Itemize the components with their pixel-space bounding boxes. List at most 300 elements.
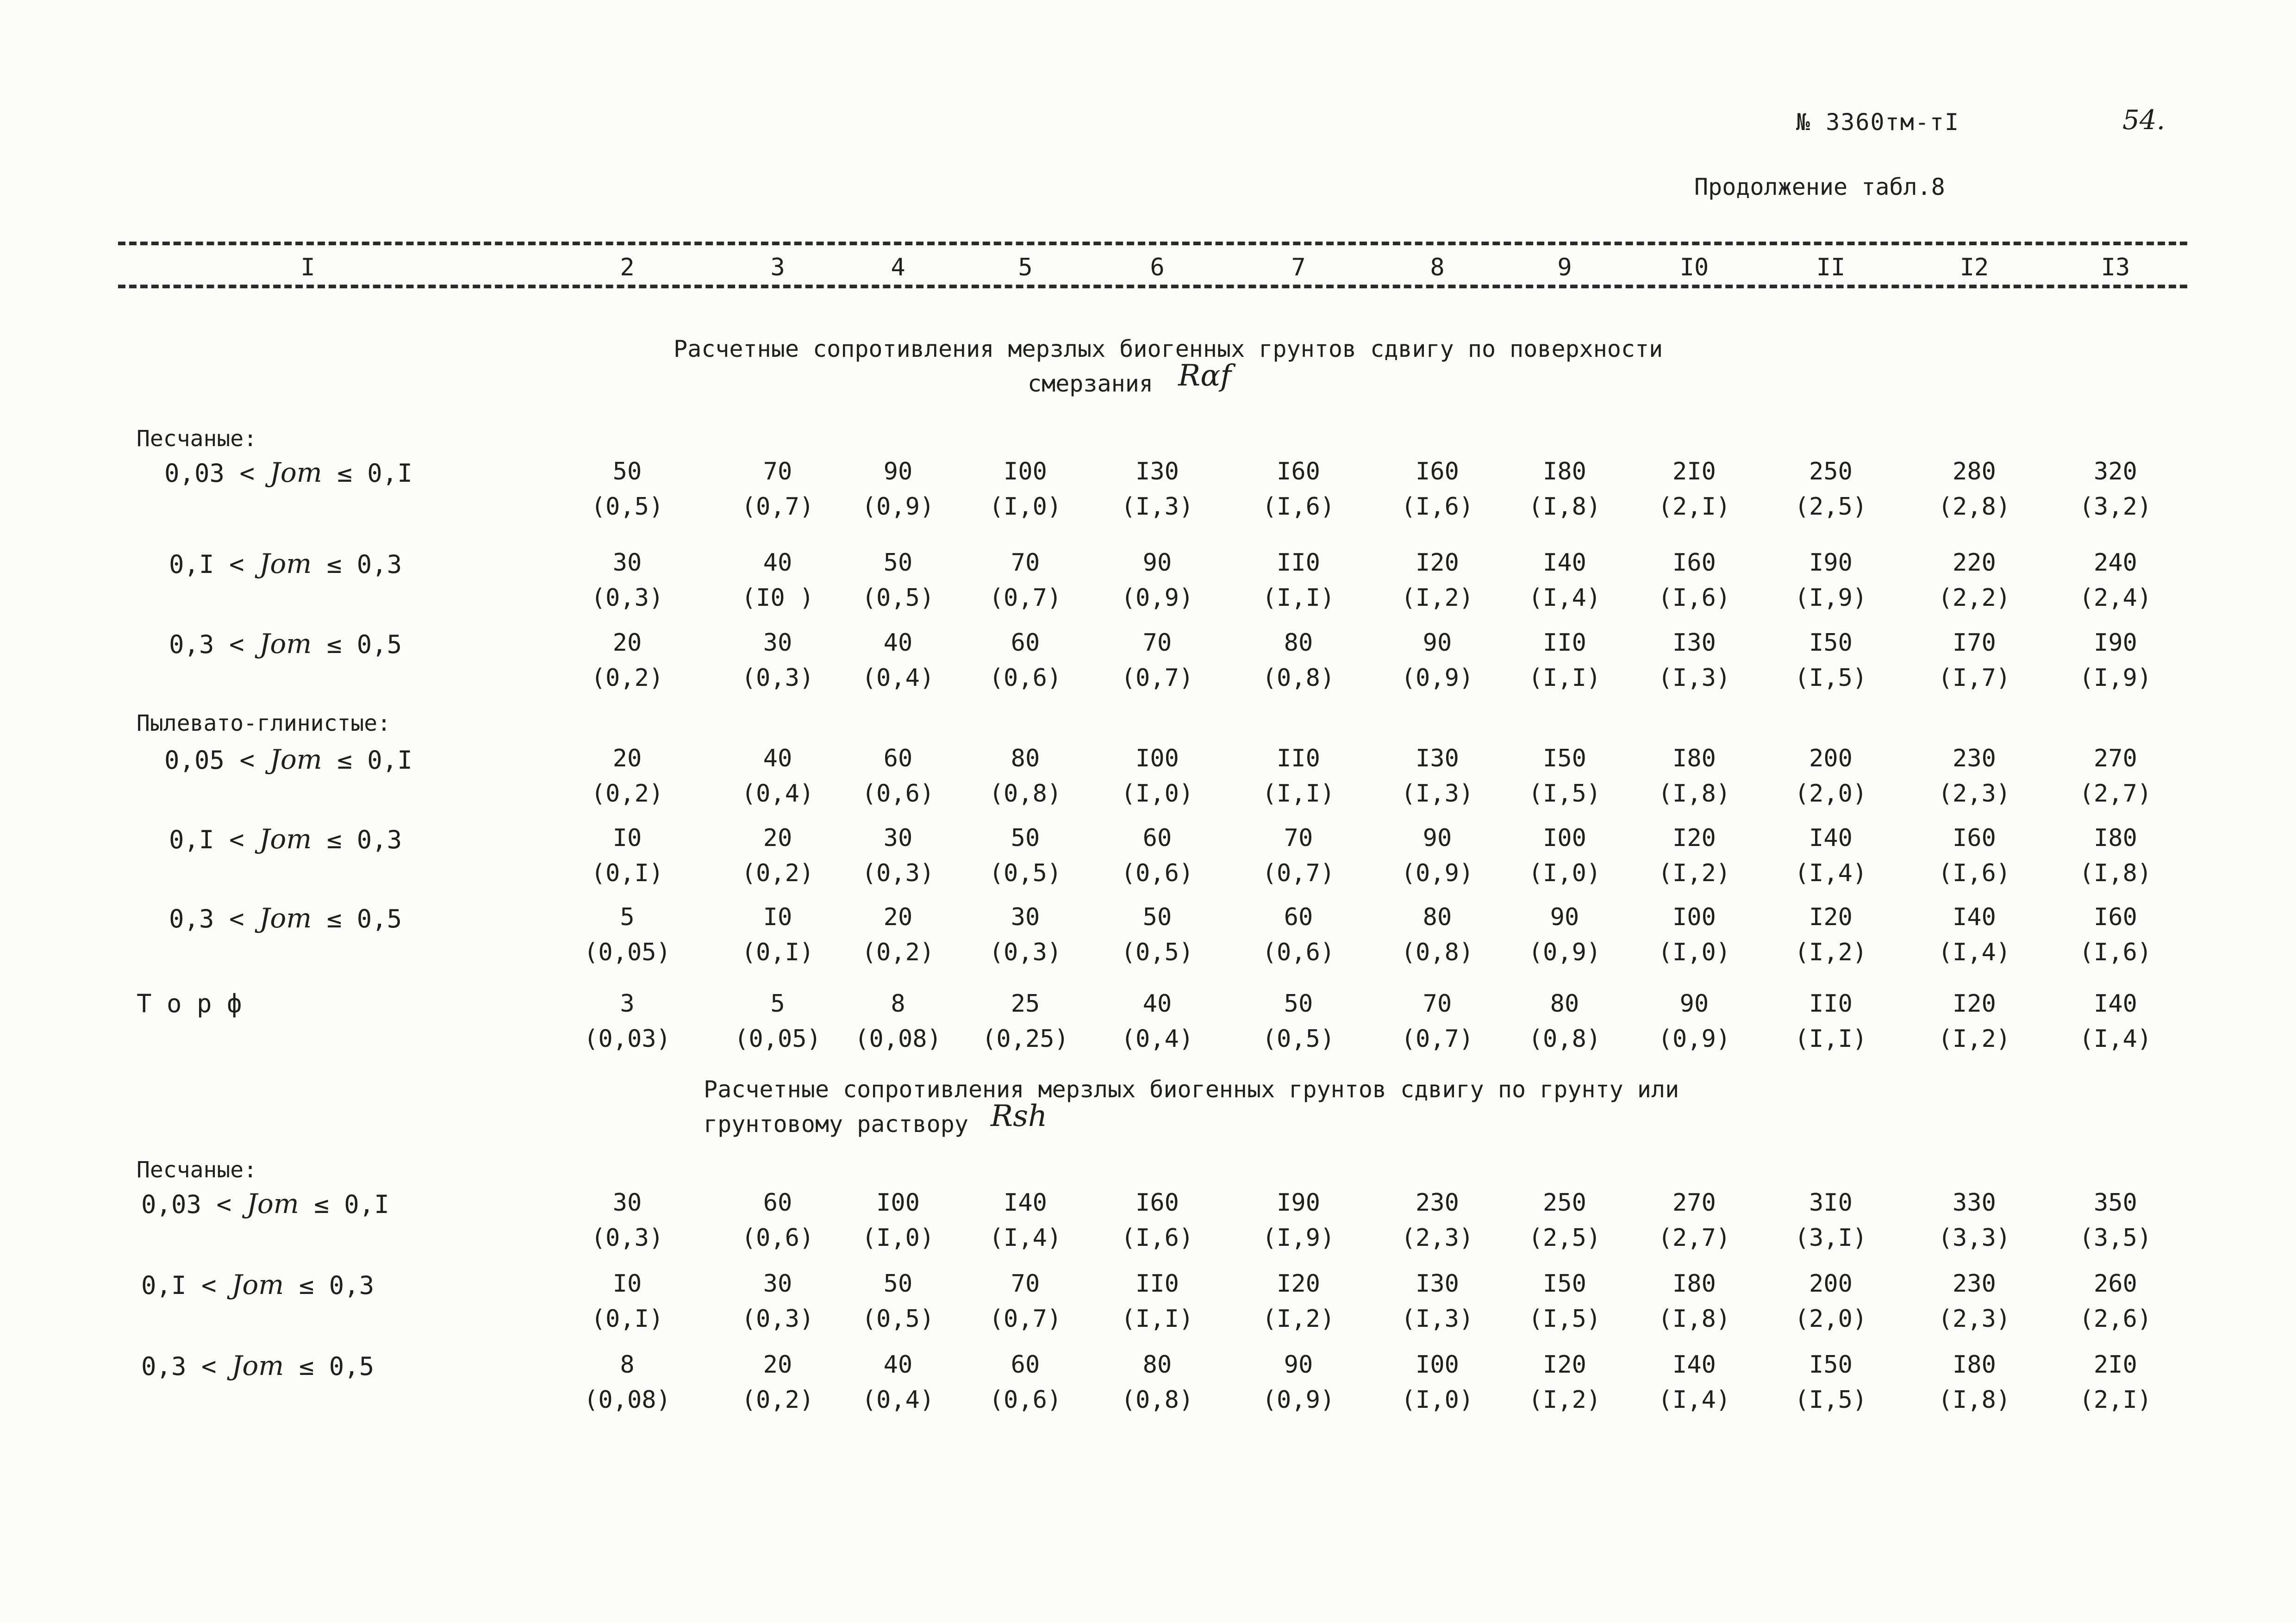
table-cell: [1121, 741, 1194, 811]
row-label-symbol: Jom: [259, 548, 312, 579]
cell-value-alt-unit: (0,7): [1401, 1025, 1474, 1053]
table-cell: [1795, 1266, 1867, 1337]
table-cell: [591, 1266, 664, 1337]
cell-value: 5: [770, 990, 785, 1018]
cell-value-alt-unit: (0,7): [1121, 664, 1194, 692]
table-cell: [1795, 986, 1867, 1057]
table-cell: [1401, 1185, 1474, 1256]
table-cell: [989, 625, 1062, 696]
cell-value: 50: [883, 549, 913, 577]
column-number: 6: [1150, 254, 1165, 281]
cell-value-alt-unit: (0,7): [1262, 859, 1335, 887]
cell-value-alt-unit: (I,I): [1794, 1025, 1867, 1053]
cell-value: 40: [763, 549, 792, 577]
table-cell: [1121, 454, 1194, 524]
cell-value: I00: [1004, 458, 1047, 485]
cell-value: I40: [1543, 549, 1586, 577]
cell-value: 80: [1142, 1351, 1172, 1379]
cell-value-alt-unit: (I,5): [1794, 664, 1867, 692]
cell-value-alt-unit: (0,I): [591, 1305, 664, 1333]
cell-value: 70: [763, 458, 792, 485]
cell-value-alt-unit: (0,2): [591, 664, 664, 692]
cell-value: I60: [2094, 903, 2137, 931]
row-label-symbol: Jom: [231, 1269, 284, 1300]
cell-value: 30: [612, 549, 642, 577]
cell-value-alt-unit: (0,7): [989, 1305, 1062, 1333]
cell-value: 350: [2094, 1189, 2137, 1217]
table-cell: [1658, 821, 1731, 891]
table-cell: [862, 1185, 935, 1256]
cell-value: II0: [1543, 629, 1586, 657]
cell-value: 30: [763, 1270, 792, 1298]
cell-value: 60: [1284, 903, 1313, 931]
row-label-symbol: Jom: [231, 1350, 284, 1381]
cell-value-alt-unit: (I0 ): [741, 584, 814, 612]
cell-value: 60: [1011, 629, 1040, 657]
cell-value: 230: [1953, 1270, 1996, 1298]
cell-value-alt-unit: (0,03): [584, 1025, 671, 1053]
table-cell: [1121, 1266, 1194, 1337]
cell-value-alt-unit: (0,6): [989, 1386, 1062, 1414]
cell-value-alt-unit: (0,3): [861, 859, 935, 887]
table-cell: [1795, 625, 1867, 696]
cell-value-alt-unit: (I,3): [1401, 780, 1474, 808]
table-cell: [1401, 625, 1474, 696]
table-cell: [742, 1347, 814, 1418]
cell-value: 90: [1423, 824, 1452, 852]
table-cell: [1938, 1266, 2011, 1337]
cell-value: I60: [1416, 458, 1459, 485]
cell-value: 250: [1809, 458, 1853, 485]
cell-value-alt-unit: (I,3): [1401, 1305, 1474, 1333]
cell-value-alt-unit: (2,7): [2079, 780, 2152, 808]
row-label: [169, 628, 402, 659]
cell-value-alt-unit: (0,9): [1401, 859, 1474, 887]
cell-value-alt-unit: (3,I): [1794, 1224, 1867, 1252]
cell-value-alt-unit: (I,8): [2079, 859, 2152, 887]
table-cell: [584, 986, 671, 1057]
cell-value: 70: [1142, 629, 1172, 657]
cell-value: I80: [1672, 745, 1716, 772]
cell-value-alt-unit: (I,I): [1262, 780, 1335, 808]
table-cell: [1938, 741, 2011, 811]
cell-value-alt-unit: (0,8): [1528, 1025, 1601, 1053]
cell-value-alt-unit: (0,5): [861, 1305, 935, 1333]
cell-value: 20: [883, 903, 913, 931]
cell-value: I80: [1953, 1351, 1996, 1379]
cell-value-alt-unit: (0,25): [982, 1025, 1069, 1053]
cell-value: I20: [1277, 1270, 1320, 1298]
cell-value: II0: [1277, 549, 1320, 577]
cell-value: I20: [1543, 1351, 1586, 1379]
cell-value-alt-unit: (0,3): [741, 1305, 814, 1333]
table-cell: [1658, 900, 1731, 970]
row-label-upper-bound: ≤ 0,5: [326, 904, 402, 933]
row-label-lower-bound: 0,I <: [169, 550, 244, 579]
row-label: [141, 1350, 374, 1381]
column-number: 9: [1557, 254, 1572, 281]
cell-value-alt-unit: (I,4): [1528, 584, 1601, 612]
row-label: [141, 1269, 374, 1300]
cell-value-alt-unit: (0,I): [741, 939, 814, 966]
cell-value-alt-unit: (0,2): [861, 939, 935, 966]
cell-value: 20: [612, 629, 642, 657]
column-number: I0: [1679, 254, 1709, 281]
table-cell: [584, 1347, 671, 1418]
section-1-symbol: Rαf: [1178, 359, 1232, 393]
row-label-lower-bound: 0,03 <: [141, 1190, 232, 1219]
cell-value-alt-unit: (0,7): [989, 584, 1062, 612]
table-cell: [1121, 821, 1194, 891]
group-label-silty-clay: Пылевато-глинистые:: [137, 710, 391, 736]
cell-value: 50: [1284, 990, 1313, 1018]
section-2-title: Расчетные сопротивления мерзлых биогенных грунтов сдвигу по грунту или: [704, 1076, 1679, 1103]
cell-value: I20: [1416, 549, 1459, 577]
table-cell: [862, 1266, 935, 1337]
cell-value-alt-unit: (I,I): [1121, 1305, 1194, 1333]
table-cell: [1262, 1266, 1335, 1337]
cell-value: 260: [2094, 1270, 2137, 1298]
cell-value: I30: [1416, 1270, 1459, 1298]
table-cell: [1529, 545, 1601, 616]
cell-value-alt-unit: (0,8): [989, 780, 1062, 808]
table-cell: [1658, 545, 1731, 616]
cell-value: I90: [1277, 1189, 1320, 1217]
table-cell: [862, 1347, 935, 1418]
cell-value: 30: [612, 1189, 642, 1217]
cell-value: 200: [1809, 1270, 1853, 1298]
table-cell: [1401, 986, 1474, 1057]
cell-value-alt-unit: (0,9): [1262, 1386, 1335, 1414]
cell-value: 60: [883, 745, 913, 772]
table-cell: [862, 545, 935, 616]
cell-value: I60: [1672, 549, 1716, 577]
cell-value-alt-unit: (I,0): [989, 493, 1062, 521]
row-label-upper-bound: ≤ 0,I: [337, 459, 412, 488]
table-cell: [742, 1185, 814, 1256]
table-cell: [742, 900, 814, 970]
cell-value: I40: [1672, 1351, 1716, 1379]
row-label-lower-bound: 0,03 <: [164, 459, 255, 488]
table-cell: [2079, 1347, 2152, 1418]
cell-value: I40: [1004, 1189, 1047, 1217]
cell-value-alt-unit: (3,2): [2079, 493, 2152, 521]
cell-value-alt-unit: (I,6): [1938, 859, 2011, 887]
cell-value: 25: [1011, 990, 1040, 1018]
row-label-upper-bound: ≤ 0,3: [326, 825, 402, 854]
cell-value: 50: [1142, 903, 1172, 931]
cell-value: 2I0: [2094, 1351, 2137, 1379]
cell-value: 80: [1011, 745, 1040, 772]
table-cell: [1121, 1185, 1194, 1256]
column-number: 4: [891, 254, 905, 281]
cell-value: I30: [1136, 458, 1179, 485]
cell-value-alt-unit: (I,4): [1794, 859, 1867, 887]
cell-value: 30: [1011, 903, 1040, 931]
cell-value-alt-unit: (2,0): [1794, 1305, 1867, 1333]
table-cell: [1401, 821, 1474, 891]
column-number: 8: [1430, 254, 1445, 281]
cell-value: 50: [1011, 824, 1040, 852]
table-cell: [2079, 821, 2152, 891]
table-cell: [2079, 1185, 2152, 1256]
cell-value-alt-unit: (0,3): [989, 939, 1062, 966]
table-cell: [1938, 1347, 2011, 1418]
table-cell: [1658, 454, 1731, 524]
column-number: I: [300, 254, 315, 281]
cell-value: 240: [2094, 549, 2137, 577]
row-label: [141, 1188, 389, 1219]
cell-value-alt-unit: (I,6): [1658, 584, 1731, 612]
cell-value-alt-unit: (0,5): [1262, 1025, 1335, 1053]
table-cell: [1938, 625, 2011, 696]
cell-value-alt-unit: (I,9): [1262, 1224, 1335, 1252]
table-cell: [1795, 454, 1867, 524]
cell-value: 3I0: [1809, 1189, 1853, 1217]
cell-value-alt-unit: (0,3): [741, 664, 814, 692]
table-cell: [591, 821, 664, 891]
cell-value: I0: [763, 903, 792, 931]
cell-value: I00: [876, 1189, 920, 1217]
cell-value-alt-unit: (I,8): [1528, 493, 1601, 521]
cell-value: I00: [1416, 1351, 1459, 1379]
cell-value-alt-unit: (I,6): [1121, 1224, 1194, 1252]
cell-value-alt-unit: (0,4): [1121, 1025, 1194, 1053]
cell-value-alt-unit: (0,8): [1262, 664, 1335, 692]
cell-value-alt-unit: (2,5): [1794, 493, 1867, 521]
section-2-symbol: Rsh: [991, 1099, 1048, 1133]
cell-value: II0: [1809, 990, 1853, 1018]
cell-value: I70: [1953, 629, 1996, 657]
cell-value-alt-unit: (I,2): [1938, 1025, 2011, 1053]
table-cell: [591, 625, 664, 696]
cell-value: 30: [883, 824, 913, 852]
cell-value-alt-unit: (0,3): [591, 584, 664, 612]
cell-value: 20: [763, 1351, 792, 1379]
cell-value: I40: [2094, 990, 2137, 1018]
cell-value: 30: [763, 629, 792, 657]
table-cell: [1121, 986, 1194, 1057]
cell-value: 200: [1809, 745, 1853, 772]
cell-value: 330: [1953, 1189, 1996, 1217]
table-cell: [1121, 545, 1194, 616]
column-number: 3: [770, 254, 785, 281]
cell-value-alt-unit: (2,2): [1938, 584, 2011, 612]
column-number: I3: [2101, 254, 2130, 281]
cell-value-alt-unit: (0,8): [1121, 1386, 1194, 1414]
row-label-symbol: Jom: [259, 823, 312, 855]
cell-value-alt-unit: (I,2): [1794, 939, 1867, 966]
cell-value-alt-unit: (0,2): [741, 859, 814, 887]
cell-value: I80: [2094, 824, 2137, 852]
cell-value-alt-unit: (I,I): [1262, 584, 1335, 612]
table-cell: [1121, 900, 1194, 970]
cell-value-alt-unit: (I,7): [1938, 664, 2011, 692]
table-cell: [1795, 741, 1867, 811]
cell-value-alt-unit: (2,5): [1528, 1224, 1601, 1252]
table-cell: [1262, 545, 1335, 616]
cell-value: 20: [763, 824, 792, 852]
cell-value: 220: [1953, 549, 1996, 577]
cell-value: I20: [1809, 903, 1853, 931]
cell-value-alt-unit: (0,4): [861, 664, 935, 692]
table-cell: [2079, 1266, 2152, 1337]
table-cell: [1401, 454, 1474, 524]
cell-value: 80: [1550, 990, 1579, 1018]
cell-value: 90: [1679, 990, 1709, 1018]
table-cell: [1795, 1347, 1867, 1418]
table-cell: [989, 1185, 1062, 1256]
cell-value: II0: [1277, 745, 1320, 772]
table-cell: [1658, 741, 1731, 811]
table-cell: [2079, 454, 2152, 524]
table-cell: [1121, 625, 1194, 696]
table-cell: [1262, 625, 1335, 696]
table-cell: [1658, 625, 1731, 696]
table-cell: [1658, 1185, 1731, 1256]
table-cell: [1262, 986, 1335, 1057]
column-number: I2: [1959, 254, 1989, 281]
header-rule-bottom: [118, 285, 2187, 288]
cell-value: 40: [1142, 990, 1172, 1018]
row-label: [169, 548, 402, 579]
cell-value: I40: [1809, 824, 1853, 852]
table-cell: [742, 625, 814, 696]
cell-value-alt-unit: (2,I): [1658, 493, 1731, 521]
table-cell: [1401, 741, 1474, 811]
cell-value: 90: [1423, 629, 1452, 657]
table-cell: [1795, 900, 1867, 970]
table-cell: [1658, 986, 1731, 1057]
row-label-symbol: Jom: [269, 744, 322, 775]
cell-value-alt-unit: (0,08): [584, 1386, 671, 1414]
cell-value: I00: [1543, 824, 1586, 852]
cell-value-alt-unit: (2,7): [1658, 1224, 1731, 1252]
cell-value: I40: [1953, 903, 1996, 931]
group-label-sandy: Песчаные:: [137, 426, 257, 452]
table-cell: [742, 1266, 814, 1337]
cell-value: 70: [1284, 824, 1313, 852]
cell-value-alt-unit: (I,6): [1401, 493, 1474, 521]
section-1-title-line2: смерзания: [1028, 370, 1153, 397]
cell-value-alt-unit: (I,5): [1528, 1305, 1601, 1333]
cell-value-alt-unit: (I,2): [1401, 584, 1474, 612]
table-cell: [1795, 821, 1867, 891]
row-label-symbol: Jom: [269, 457, 322, 488]
column-number: II: [1816, 254, 1846, 281]
cell-value: 3: [620, 990, 635, 1018]
cell-value: 70: [1011, 1270, 1040, 1298]
cell-value-alt-unit: (I,0): [1401, 1386, 1474, 1414]
cell-value-alt-unit: (2,4): [2079, 584, 2152, 612]
table-cell: [2079, 741, 2152, 811]
cell-value: 60: [1011, 1351, 1040, 1379]
cell-value-alt-unit: (0,9): [861, 493, 935, 521]
cell-value: 90: [1284, 1351, 1313, 1379]
cell-value-alt-unit: (0,9): [1121, 584, 1194, 612]
cell-value-alt-unit: (0,9): [1401, 664, 1474, 692]
cell-value: 20: [612, 745, 642, 772]
table-cell: [1262, 1185, 1335, 1256]
cell-value: I50: [1809, 629, 1853, 657]
cell-value: I00: [1672, 903, 1716, 931]
table-cell: [1262, 1347, 1335, 1418]
table-cell: [862, 741, 935, 811]
cell-value-alt-unit: (0,6): [1121, 859, 1194, 887]
table-cell: [1262, 454, 1335, 524]
cell-value-alt-unit: (I,2): [1262, 1305, 1335, 1333]
table-cell: [1529, 986, 1601, 1057]
row-label-lower-bound: 0,3 <: [169, 630, 244, 659]
cell-value: I0: [612, 824, 642, 852]
table-cell: [591, 454, 664, 524]
cell-value-alt-unit: (0,3): [591, 1224, 664, 1252]
cell-value: 50: [883, 1270, 913, 1298]
table-cell: [1938, 545, 2011, 616]
table-cell: [591, 545, 664, 616]
table-cell: [742, 741, 814, 811]
table-cell: [1795, 545, 1867, 616]
table-cell: [1938, 454, 2011, 524]
row-label: [169, 823, 402, 855]
cell-value-alt-unit: (I,3): [1658, 664, 1731, 692]
cell-value: 90: [1550, 903, 1579, 931]
table-cell: [1795, 1185, 1867, 1256]
cell-value-alt-unit: (I,5): [1794, 1386, 1867, 1414]
cell-value: 270: [2094, 745, 2137, 772]
table-cell: [862, 454, 935, 524]
table-cell: [1401, 900, 1474, 970]
cell-value-alt-unit: (I,0): [1528, 859, 1601, 887]
table-cell: [734, 986, 821, 1057]
cell-value-alt-unit: (I,8): [1938, 1386, 2011, 1414]
cell-value-alt-unit: (0,9): [1658, 1025, 1731, 1053]
table-cell: [591, 1185, 664, 1256]
cell-value-alt-unit: (0,9): [1528, 939, 1601, 966]
row-label-upper-bound: ≤ 0,I: [314, 1190, 389, 1219]
row-label-upper-bound: ≤ 0,3: [299, 1271, 374, 1300]
cell-value-alt-unit: (I,2): [1528, 1386, 1601, 1414]
cell-value: 250: [1543, 1189, 1586, 1217]
document-number: № 3360тм-тI: [1796, 109, 1960, 136]
table-cell: [989, 1347, 1062, 1418]
cell-value: I00: [1136, 745, 1179, 772]
cell-value: I20: [1953, 990, 1996, 1018]
cell-value: II0: [1136, 1270, 1179, 1298]
table-cell: [2079, 545, 2152, 616]
cell-value: 270: [1672, 1189, 1716, 1217]
table-cell: [989, 1266, 1062, 1337]
cell-value-alt-unit: (0,6): [1262, 939, 1335, 966]
cell-value: I60: [1277, 458, 1320, 485]
cell-value-alt-unit: (0,5): [1121, 939, 1194, 966]
cell-value: 230: [1416, 1189, 1459, 1217]
table-cell: [1529, 821, 1601, 891]
cell-value: 280: [1953, 458, 1996, 485]
cell-value-alt-unit: (0,4): [741, 780, 814, 808]
table-cell: [1529, 625, 1601, 696]
row-label-upper-bound: ≤ 0,5: [326, 630, 402, 659]
table-cell: [1401, 545, 1474, 616]
table-cell: [1401, 1347, 1474, 1418]
column-number: 2: [620, 254, 635, 281]
row-label: [164, 457, 412, 488]
table-cell: [1401, 1266, 1474, 1337]
column-number: 5: [1018, 254, 1033, 281]
cell-value-alt-unit: (2,3): [1401, 1224, 1474, 1252]
row-label-peat: Т о р ф: [137, 989, 242, 1018]
cell-value-alt-unit: (0,6): [741, 1224, 814, 1252]
